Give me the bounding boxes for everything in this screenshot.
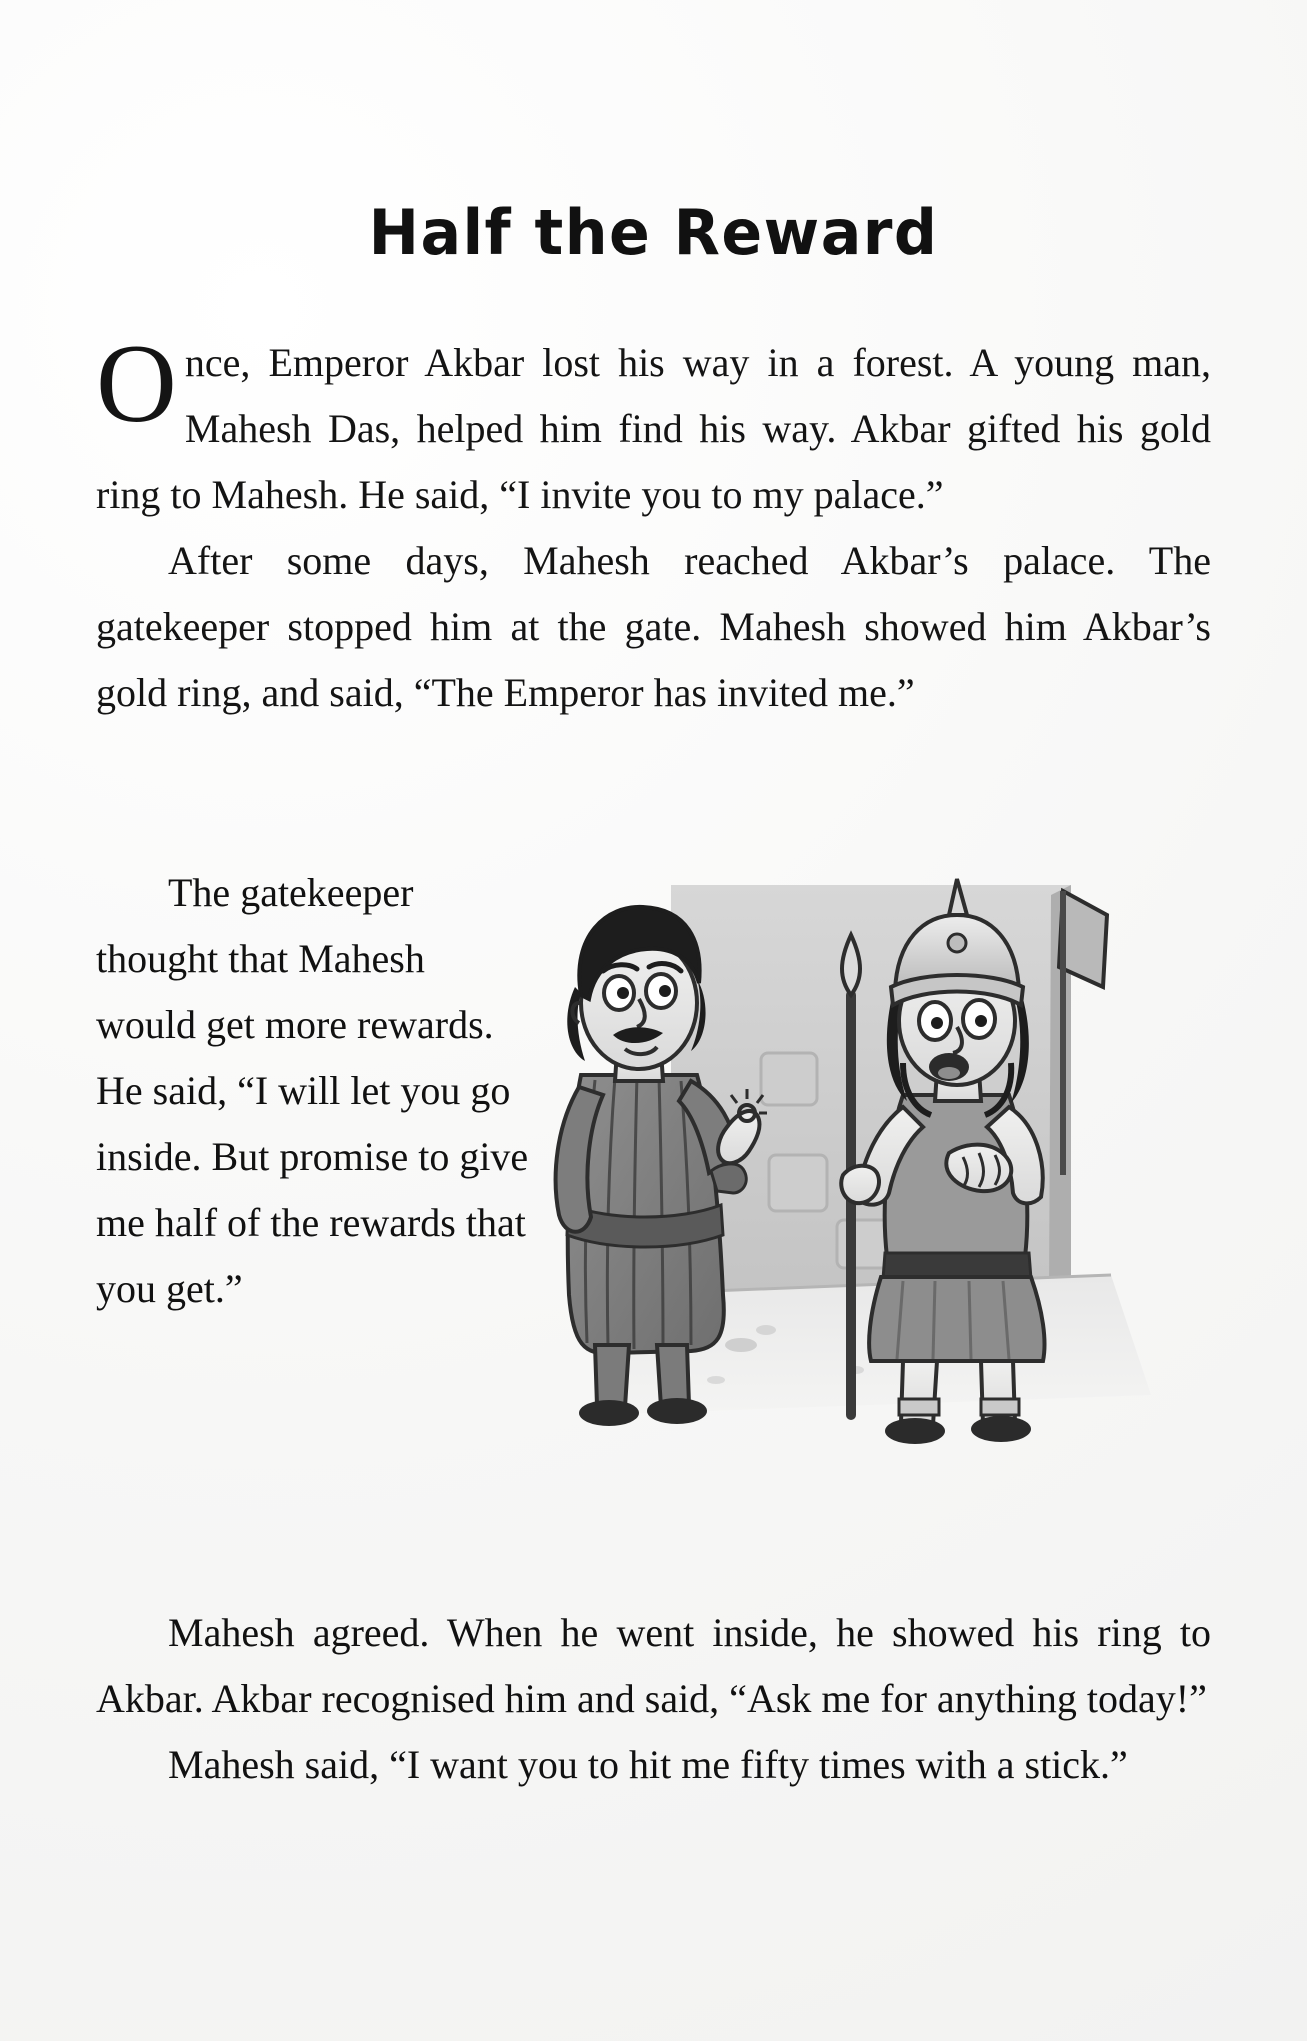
drop-cap: O bbox=[96, 322, 177, 446]
paragraph-5: Mahesh said, “I want you to hit me fifty times with a stick.” bbox=[168, 1742, 1128, 1787]
paragraph-3: The gatekeeper thought that Mahesh would get more rewards. He said, “I will let you go inside. But promise to give me half of the rewards that you get.” bbox=[96, 870, 529, 1311]
page-title: Half the Reward bbox=[368, 196, 939, 269]
mahesh-and-gatekeeper-illustration bbox=[551, 875, 1211, 1525]
paragraph-1 bbox=[96, 322, 1211, 528]
paragraph-4: Mahesh agreed. When he went inside, he showed his ring to Akbar. Akbar recognised him and said, “Ask me for anything today!” bbox=[96, 1610, 1211, 1721]
body-text-top bbox=[96, 322, 1211, 726]
paragraph-1-text: nce, Emperor Akbar lost his way in a forest. A young man, Mahesh Das, helped him find his way. Akbar gifted his gold ring to Mahesh. He said, “I invite you to my palace.” bbox=[96, 340, 1211, 517]
paragraph-2: After some days, Mahesh reached Akbar’s palace. The gatekeeper stopped him at the gate. Mahesh showed him Akbar’s gold ring, and said, “The Emperor has invited me.” bbox=[96, 538, 1211, 715]
page-content-area bbox=[96, 0, 1211, 2041]
body-text-bottom bbox=[96, 1600, 1211, 1798]
